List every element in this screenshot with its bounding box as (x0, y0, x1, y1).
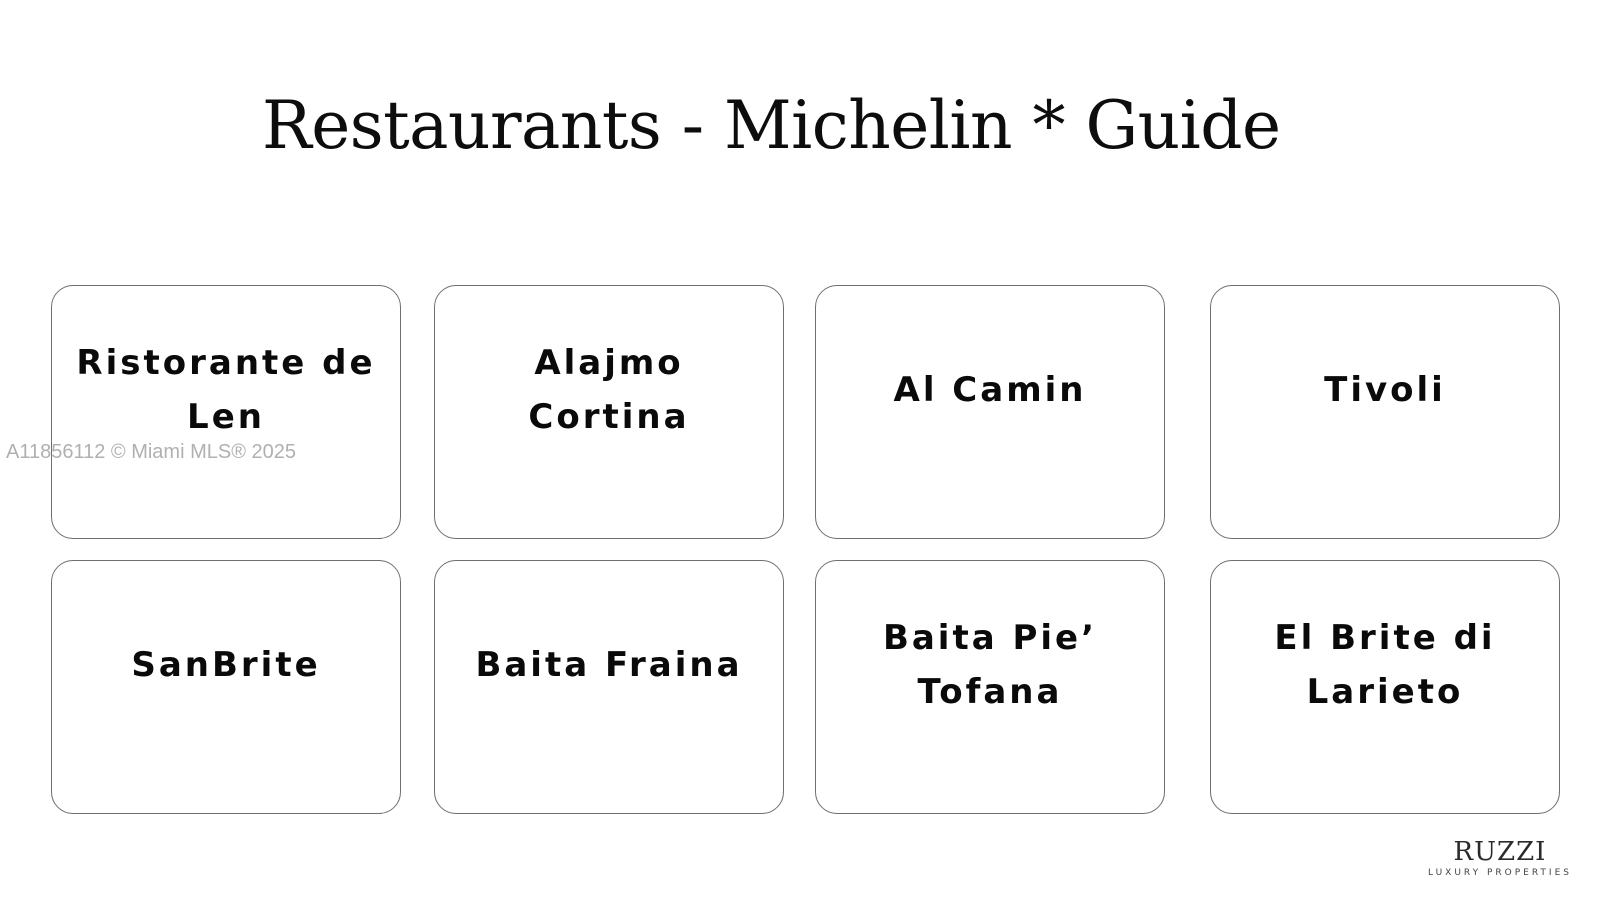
restaurant-name: Baita Fraina (475, 645, 743, 685)
restaurant-card (1210, 560, 1560, 814)
restaurant-name: SanBrite (131, 645, 321, 685)
restaurant-card (51, 285, 401, 539)
restaurant-card (434, 560, 784, 814)
logo-tagline: LUXURY PROPERTIES (1428, 868, 1572, 878)
restaurant-card (51, 560, 401, 814)
restaurant-card (815, 560, 1165, 814)
logo-name: RUZZI (1453, 837, 1547, 867)
restaurant-name: Baita Pie’ Tofana (882, 618, 1098, 712)
restaurant-name: Alajmo Cortina (528, 343, 690, 437)
restaurant-name: Tivoli (1324, 370, 1446, 410)
restaurant-name: El Brite di Larieto (1274, 618, 1496, 712)
brand-logo (1420, 838, 1580, 880)
restaurant-card (815, 285, 1165, 539)
restaurant-name: Ristorante de Len (76, 343, 376, 437)
mls-watermark: A11856112 © Miami MLS® 2025 (6, 441, 296, 463)
restaurant-name: Al Camin (893, 370, 1087, 410)
restaurant-card (1210, 285, 1560, 539)
restaurant-card (434, 285, 784, 539)
page-title: Restaurants - Michelin * Guide (262, 87, 1281, 164)
